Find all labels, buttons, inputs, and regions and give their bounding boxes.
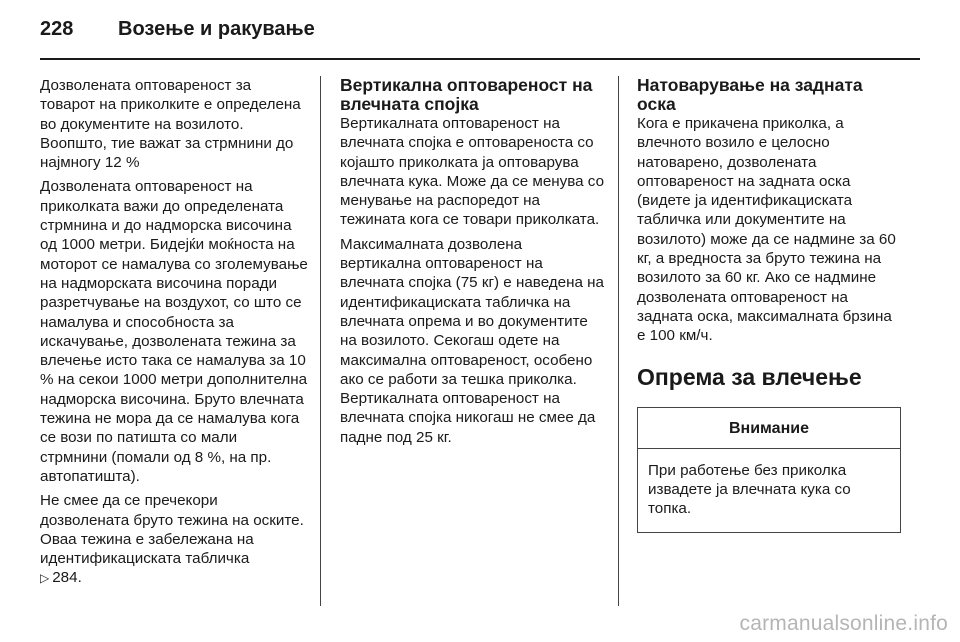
paragraph-text: Не смее да се пречекори дозволената бруто тежина на оските. Оваа тежина е забележана на идентификациската табличка xyxy=(40,492,304,568)
subsection-heading: Вертикална оптовареност на влечната спојка xyxy=(340,75,593,114)
paragraph: Дозволената оптовареност на приколката важи до определената стрмнина и до надморска височина од 1000 метри. Бидејќи моќноста на моторот се намалува со зголемување на надморската височина поради разретчување на воздухот, со што се намалува и способноста за искачување, дозволената тежина за влечење исто така се намалува за 10 % на секои 1000 метри дополнителна надморска височина. Бруто влечната тежина не мора да се намалува кога се вози по патишта со мали стрмнини (помали од 8 %, на пр. автопатишта). xyxy=(40,178,308,485)
page-reference-link[interactable]: 284. xyxy=(52,569,82,587)
page-header xyxy=(40,18,315,48)
header-rule xyxy=(40,58,920,60)
reference-arrow-icon: ▷ xyxy=(40,571,50,586)
column-2 xyxy=(340,76,605,452)
warning-notice-box xyxy=(637,407,901,533)
column-divider xyxy=(618,76,619,606)
subsection-heading: Натоварување на задната оска xyxy=(637,75,863,114)
section-title: Возење и ракување xyxy=(118,18,315,40)
section-heading: Опрема за влечење xyxy=(637,363,862,390)
paragraph: Максималната дозволена вертикална оптовареност на влечната спојка (75 кг) е наведена на идентификациската табличка на влечната опрема и во документите на возилото. Секогаш одете на максимална оптовареност, особено ако се работи за тешка приколка. Вертикалната оптовареност на влечната спојка никогаш не смее да падне под 25 кг. xyxy=(340,235,605,446)
paragraph: Кога е прикачена приколка, а влечното возило е целосно натоварено, дозволената оптовареност на задната оска (видете ја идентификациската табличка или документите на возилото) може да се надмине за 60 кг, а вредноста за бруто тежина на возилото за 60 кг. Ако се надмине дозволената оптовареност на задната оска, максималната брзина е 100 км/ч. xyxy=(637,115,896,345)
notice-text: При работење без приколка извадете ја влечната кука со топка. xyxy=(648,461,851,518)
paragraph xyxy=(40,491,308,588)
watermark-text: carmanualsonline.info xyxy=(739,612,948,635)
page-number: 228 xyxy=(40,18,74,40)
paragraph: Дозволената оптовареност за товарот на приколките е определена во документите на возилото. Воопшто, тие важат за стрмнини до најмногу 12 % xyxy=(40,77,301,172)
column-1 xyxy=(40,76,308,594)
paragraph: Вертикалната оптовареност на влечната спојка е оптовареноста со којашто приколката ја оптоварува влечната кука. Може да се менува со менување на распоредот на тежината кога се товари приколката. xyxy=(340,115,605,229)
column-divider xyxy=(320,76,321,606)
column-3 xyxy=(637,76,902,533)
notice-title: Внимание xyxy=(638,408,900,449)
